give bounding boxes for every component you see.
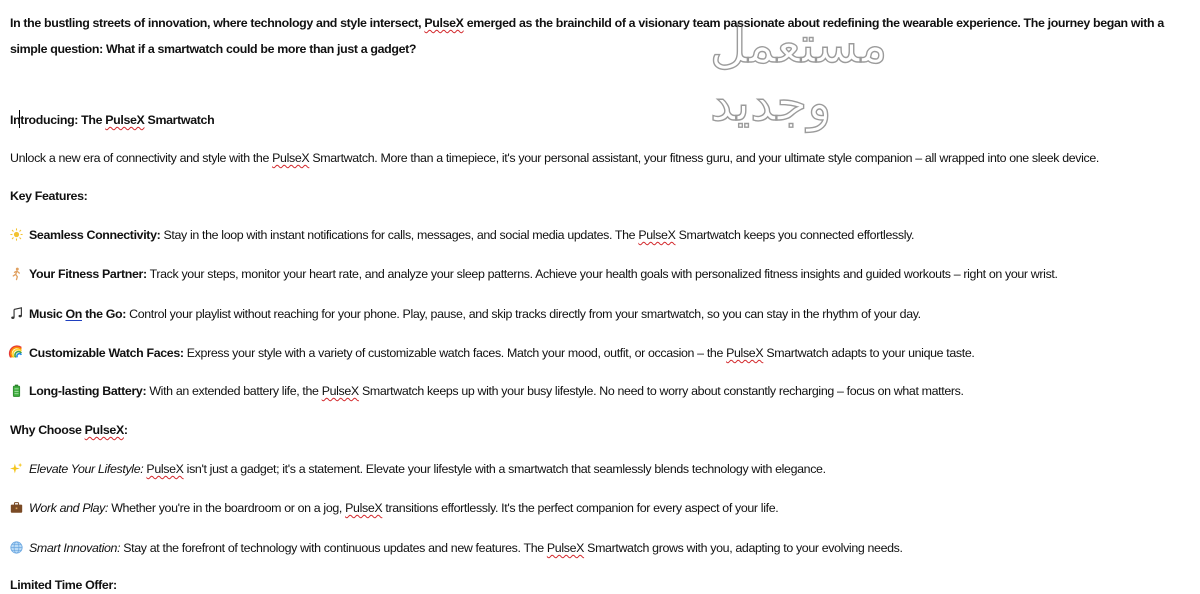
intro-paragraph	[10, 10, 1192, 62]
why-choose-heading	[10, 421, 128, 439]
key-features-heading: Key Features:	[10, 189, 88, 203]
feature-item	[10, 226, 914, 244]
brand-word: PulseX	[726, 346, 764, 360]
brand-word: PulseX	[146, 462, 184, 476]
brand-word: PulseX	[345, 501, 383, 515]
why-item	[10, 460, 826, 478]
feature-text: With an extended battery life, the	[146, 384, 322, 398]
why-text: Stay at the forefront of technology with continuous updates and new features. The	[120, 541, 547, 555]
feature-title: Seamless Connectivity:	[29, 228, 161, 242]
music-notes-icon	[10, 307, 23, 320]
feature-text: Control your playlist without reaching for your phone. Play, pause, and skip tracks directly from your smartwatch, so you can stay in the rhythm of your day.	[126, 307, 921, 321]
feature-text: Smartwatch keeps you connected effortlessly.	[675, 228, 915, 242]
brand-word: PulseX	[105, 113, 145, 127]
feature-title: Music	[29, 307, 66, 321]
sparkles-icon	[10, 462, 23, 475]
intro-text-2: emerged as the brainchild of a visionary team passionate about redefining the wearable experience. The journey began with a simple question: What if a smartwatch could be more than just a gadget?	[10, 16, 1164, 56]
why-text: isn't just a gadget; it's a statement. Elevate your lifestyle with a smartwatch that seamlessly blends technology with elegance.	[183, 462, 826, 476]
brand-word: PulseX	[321, 384, 359, 398]
feature-text: Smartwatch keeps up with your busy lifestyle. No need to worry about constantly recharging – focus on what matters.	[358, 384, 964, 398]
feature-item	[10, 344, 975, 362]
sun-icon	[10, 228, 23, 241]
brand-word: PulseX	[272, 151, 310, 165]
runner-icon	[10, 267, 23, 280]
globe-icon	[10, 541, 23, 554]
rainbow-icon	[10, 346, 23, 359]
brand-word: PulseX	[546, 541, 585, 555]
feature-item	[10, 305, 921, 323]
brand-word: PulseX	[84, 423, 124, 437]
brand-word: PulseX	[424, 16, 464, 30]
unlock-suffix: Smartwatch. More than a timepiece, it's your personal assistant, your fitness guru, and your ultimate style companion – all wrapped into one sleek device.	[309, 151, 1100, 165]
document-page[interactable]	[10, 0, 1195, 592]
battery-icon	[10, 384, 23, 397]
unlock-prefix: Unlock a new era of connectivity and style with the	[10, 151, 273, 165]
feature-item	[10, 265, 1058, 283]
why-title: Work and Play:	[29, 501, 109, 515]
watermark-line-1: مستعمل	[710, 16, 888, 74]
why-text: Whether you're in the boardroom or on a jog,	[108, 501, 346, 515]
feature-title: Your Fitness Partner:	[29, 267, 147, 281]
why-prefix: Why Choose	[10, 423, 85, 437]
why-suffix: :	[123, 423, 128, 437]
feature-item	[10, 382, 964, 400]
feature-text: Stay in the loop with instant notifications for calls, messages, and social media updates. The	[160, 228, 639, 242]
heading-introducing	[10, 111, 214, 129]
heading-prefix: Introducing: The	[10, 113, 106, 127]
why-item	[10, 539, 903, 557]
feature-title: the Go:	[81, 307, 126, 321]
feature-title: Long-lasting Battery:	[29, 384, 147, 398]
feature-title-on: On	[65, 307, 82, 321]
why-title: Elevate Your Lifestyle:	[29, 462, 144, 476]
limited-offer-heading: Limited Time Offer:	[10, 578, 117, 592]
briefcase-icon	[10, 501, 23, 514]
why-title: Smart Innovation:	[29, 541, 121, 555]
feature-title: Customizable Watch Faces:	[29, 346, 184, 360]
why-text: transitions effortlessly. It's the perfect companion for every aspect of your life.	[382, 501, 779, 515]
watermark-line-2: وجديد	[710, 74, 832, 132]
why-item	[10, 499, 778, 517]
why-text: Smartwatch grows with you, adapting to your evolving needs.	[584, 541, 903, 555]
intro-text-1: In the bustling streets of innovation, where technology and style intersect,	[10, 16, 425, 30]
feature-text: Smartwatch adapts to your unique taste.	[763, 346, 975, 360]
brand-word: PulseX	[638, 228, 676, 242]
feature-text: Track your steps, monitor your heart rate, and analyze your sleep patterns. Achieve your health goals with personalized fitness insights and guided workouts – right on your wrist.	[146, 267, 1058, 281]
heading-suffix: Smartwatch	[144, 113, 215, 127]
feature-text: Express your style with a variety of customizable watch faces. Match your mood, outfit, or occasion – the	[183, 346, 727, 360]
unlock-paragraph	[10, 149, 1099, 167]
